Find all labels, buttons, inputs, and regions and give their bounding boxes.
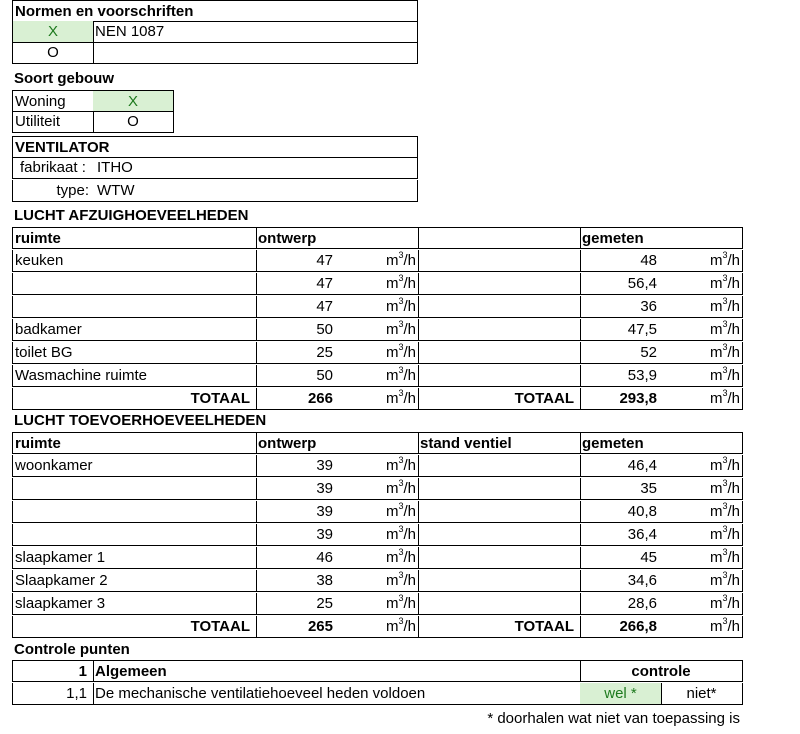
unit-label: $m^3/h$ — [709, 501, 740, 520]
afzuig-gemeten-value: 56,4 — [627, 275, 657, 292]
gebouw-utiliteit-label: Utiliteit — [12, 111, 94, 133]
toevoer-gemeten-value: 46,4 — [627, 457, 657, 474]
afzuig-totaal-gemeten: 293,8 — [619, 390, 657, 407]
afzuig-header-gemeten: gemeten — [580, 227, 743, 249]
unit-label: $m^3/h$ — [385, 455, 416, 474]
toevoer-ontwerp-cell — [256, 593, 419, 615]
toevoer-middle-cell — [418, 524, 581, 546]
ventilator-title: VENTILATOR — [12, 136, 418, 158]
toevoer-gemeten-value: 34,6 — [627, 572, 657, 589]
normen-row1-value: NEN 1087 — [93, 21, 418, 43]
toevoer-header-gemeten: gemeten — [580, 432, 743, 454]
toevoer-middle-cell — [418, 547, 581, 569]
afzuig-title: LUCHT AFZUIGHOEVEELHEDEN — [14, 207, 249, 224]
toevoer-header-ruimte: ruimte — [12, 432, 257, 454]
afzuig-middle-cell — [418, 296, 581, 318]
unit-label: $m^3/h$ — [385, 342, 416, 361]
controle-footnote: * doorhalen wat niet van toepassing is — [487, 710, 740, 727]
afzuig-ontwerp-cell — [256, 296, 419, 318]
toevoer-ontwerp-cell — [256, 501, 419, 523]
afzuig-ruimte-cell: Wasmachine ruimte — [12, 365, 257, 387]
toevoer-gemeten-value: 36,4 — [627, 526, 657, 543]
normen-title: Normen en voorschriften — [12, 0, 418, 22]
afzuig-ontwerp-value: 50 — [316, 367, 333, 384]
toevoer-ontwerp-cell — [256, 570, 419, 592]
afzuig-totaal-label: TOTAAL — [12, 388, 257, 410]
afzuig-header-middle — [418, 227, 581, 249]
unit-label: $m^3/h$ — [709, 455, 740, 474]
unit-label: $m^3/h$ — [709, 570, 740, 589]
toevoer-gemeten-value: 45 — [640, 549, 657, 566]
toevoer-ontwerp-cell — [256, 478, 419, 500]
afzuig-ontwerp-cell — [256, 250, 419, 272]
toevoer-totaal-gemeten: 266,8 — [619, 618, 657, 635]
unit-label: $m^3/h$ — [385, 319, 416, 338]
afzuig-middle-cell — [418, 319, 581, 341]
toevoer-gemeten-cell — [580, 501, 743, 523]
unit-label: $m^3/h$ — [709, 319, 740, 338]
afzuig-ontwerp-cell — [256, 319, 419, 341]
normen-row2-value — [93, 42, 418, 64]
toevoer-middle-cell — [418, 478, 581, 500]
afzuig-ontwerp-value: 47 — [316, 252, 333, 269]
toevoer-ontwerp-cell — [256, 455, 419, 477]
afzuig-gemeten-cell — [580, 365, 743, 387]
toevoer-ontwerp-value: 39 — [316, 503, 333, 520]
afzuig-totaal-ontwerp: 266 — [307, 390, 333, 407]
toevoer-totaal-ontwerp: 265 — [307, 618, 333, 635]
toevoer-ontwerp-value: 39 — [316, 526, 333, 543]
unit-label: $m^3/h$ — [709, 388, 740, 407]
toevoer-header-ontwerp: ontwerp — [256, 432, 419, 454]
toevoer-ruimte-cell: Slaapkamer 2 — [12, 570, 257, 592]
toevoer-middle-cell — [418, 455, 581, 477]
afzuig-gemeten-value: 52 — [640, 344, 657, 361]
toevoer-title: LUCHT TOEVOERHOEVEELHEDEN — [14, 412, 267, 429]
afzuig-gemeten-value: 47,5 — [627, 321, 657, 338]
afzuig-gemeten-value: 53,9 — [627, 367, 657, 384]
afzuig-middle-cell — [418, 250, 581, 272]
controle-title: Controle punten — [14, 641, 130, 658]
afzuig-middle-cell — [418, 342, 581, 364]
toevoer-gemeten-value: 28,6 — [627, 595, 657, 612]
unit-label: $m^3/h$ — [709, 250, 740, 269]
unit-label: $m^3/h$ — [385, 365, 416, 384]
unit-label: $m^3/h$ — [709, 547, 740, 566]
unit-label: $m^3/h$ — [709, 342, 740, 361]
normen-row2-mark[interactable]: O — [12, 42, 94, 64]
toevoer-ruimte-cell — [12, 478, 257, 500]
unit-label: $m^3/h$ — [709, 478, 740, 497]
afzuig-ruimte-cell: badkamer — [12, 319, 257, 341]
gebouw-woning-mark[interactable]: X — [93, 90, 174, 112]
toevoer-totaal-label: TOTAAL — [12, 616, 257, 638]
unit-label: $m^3/h$ — [385, 616, 416, 635]
afzuig-header-ruimte: ruimte — [12, 227, 257, 249]
afzuig-middle-cell — [418, 365, 581, 387]
afzuig-gemeten-cell — [580, 273, 743, 295]
afzuig-gemeten-cell — [580, 250, 743, 272]
unit-label: $m^3/h$ — [709, 616, 740, 635]
toevoer-ruimte-cell: slaapkamer 1 — [12, 547, 257, 569]
toevoer-ontwerp-value: 39 — [316, 480, 333, 497]
unit-label: $m^3/h$ — [385, 547, 416, 566]
controle-row-label: De mechanische ventilatiehoeveel heden voldoen — [93, 683, 581, 705]
unit-label: $m^3/h$ — [385, 593, 416, 612]
ventilator-type-label: type: — [56, 182, 89, 199]
toevoer-ontwerp-value: 46 — [316, 549, 333, 566]
afzuig-gemeten-value: 36 — [640, 298, 657, 315]
toevoer-middle-cell — [418, 501, 581, 523]
ventilator-type-row — [12, 180, 418, 202]
unit-label: $m^3/h$ — [385, 570, 416, 589]
afzuig-header-ontwerp: ontwerp — [256, 227, 419, 249]
afzuig-ontwerp-value: 47 — [316, 298, 333, 315]
toevoer-middle-cell — [418, 593, 581, 615]
afzuig-middle-cell — [418, 273, 581, 295]
toevoer-gemeten-cell — [580, 524, 743, 546]
toevoer-gemeten-cell — [580, 593, 743, 615]
unit-label: $m^3/h$ — [385, 478, 416, 497]
afzuig-gemeten-cell — [580, 296, 743, 318]
unit-label: $m^3/h$ — [385, 250, 416, 269]
toevoer-gemeten-cell — [580, 547, 743, 569]
controle-header-num: 1 — [12, 660, 94, 682]
afzuig-ruimte-cell — [12, 296, 257, 318]
afzuig-ontwerp-cell — [256, 365, 419, 387]
unit-label: $m^3/h$ — [385, 273, 416, 292]
controle-niet-option[interactable]: niet* — [661, 683, 743, 705]
afzuig-ontwerp-cell — [256, 342, 419, 364]
toevoer-ruimte-cell — [12, 501, 257, 523]
gebouw-utiliteit-mark[interactable]: O — [93, 111, 174, 133]
controle-wel-option[interactable]: wel * — [580, 683, 662, 705]
afzuig-ruimte-cell — [12, 273, 257, 295]
controle-row-num: 1,1 — [12, 683, 94, 705]
toevoer-ruimte-cell: woonkamer — [12, 455, 257, 477]
toevoer-gemeten-value: 35 — [640, 480, 657, 497]
unit-label: $m^3/h$ — [709, 296, 740, 315]
afzuig-gemeten-cell — [580, 342, 743, 364]
gebouw-woning-label: Woning — [12, 90, 94, 112]
toevoer-ontwerp-value: 39 — [316, 457, 333, 474]
afzuig-ruimte-cell: toilet BG — [12, 342, 257, 364]
unit-label: $m^3/h$ — [709, 273, 740, 292]
unit-label: $m^3/h$ — [709, 593, 740, 612]
toevoer-totaal-ontwerp-cell — [256, 616, 419, 638]
toevoer-ontwerp-value: 25 — [316, 595, 333, 612]
afzuig-totaal-ontwerp-cell — [256, 388, 419, 410]
toevoer-header-middle: stand ventiel — [418, 432, 581, 454]
afzuig-ontwerp-value: 50 — [316, 321, 333, 338]
afzuig-gemeten-cell — [580, 319, 743, 341]
unit-label: $m^3/h$ — [709, 365, 740, 384]
toevoer-gemeten-cell — [580, 570, 743, 592]
afzuig-totaal-gemeten-cell — [580, 388, 743, 410]
ventilator-fabrikaat-value: ITHO — [97, 159, 133, 176]
controle-header-label: Algemeen — [93, 660, 581, 682]
afzuig-totaal-label2: TOTAAL — [418, 388, 581, 410]
toevoer-middle-cell — [418, 570, 581, 592]
toevoer-totaal-label2: TOTAAL — [418, 616, 581, 638]
normen-row1-mark[interactable]: X — [12, 21, 94, 43]
unit-label: $m^3/h$ — [385, 388, 416, 407]
ventilator-type-value: WTW — [97, 182, 135, 199]
toevoer-totaal-gemeten-cell — [580, 616, 743, 638]
unit-label: $m^3/h$ — [385, 524, 416, 543]
afzuig-ontwerp-cell — [256, 273, 419, 295]
afzuig-ruimte-cell: keuken — [12, 250, 257, 272]
unit-label: $m^3/h$ — [385, 501, 416, 520]
afzuig-ontwerp-value: 47 — [316, 275, 333, 292]
afzuig-ontwerp-value: 25 — [316, 344, 333, 361]
toevoer-gemeten-value: 40,8 — [627, 503, 657, 520]
toevoer-gemeten-cell — [580, 455, 743, 477]
gebouw-title: Soort gebouw — [14, 70, 114, 87]
afzuig-gemeten-value: 48 — [640, 252, 657, 269]
toevoer-gemeten-cell — [580, 478, 743, 500]
controle-header-controle: controle — [580, 660, 743, 682]
ventilator-fabrikaat-label: fabrikaat : — [20, 159, 86, 176]
ventilator-fabrikaat-row — [12, 157, 418, 179]
toevoer-ruimte-cell — [12, 524, 257, 546]
unit-label: $m^3/h$ — [385, 296, 416, 315]
unit-label: $m^3/h$ — [709, 524, 740, 543]
toevoer-ontwerp-value: 38 — [316, 572, 333, 589]
toevoer-ontwerp-cell — [256, 524, 419, 546]
toevoer-ruimte-cell: slaapkamer 3 — [12, 593, 257, 615]
toevoer-ontwerp-cell — [256, 547, 419, 569]
